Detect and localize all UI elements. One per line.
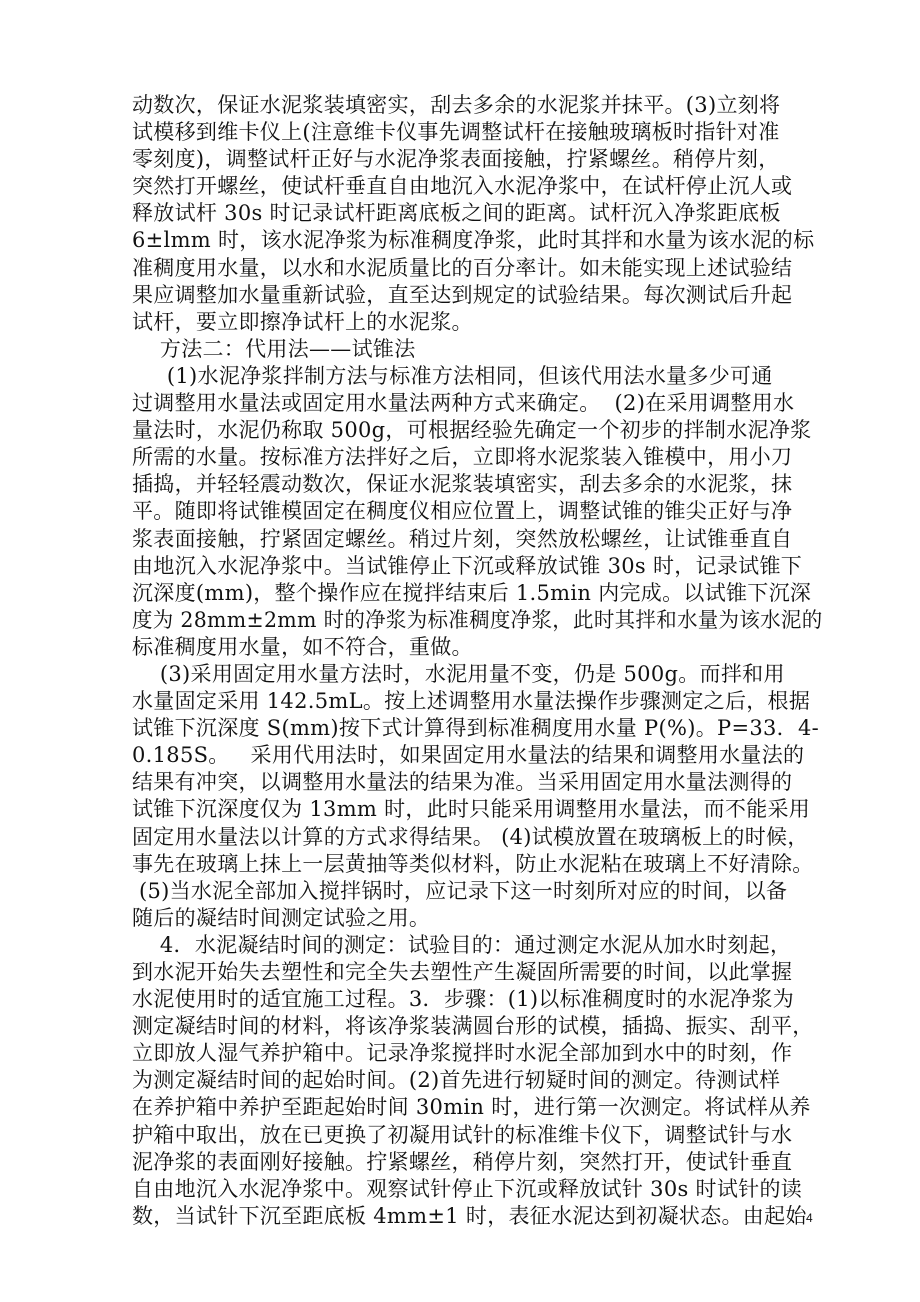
text-line: 浆表面接触，拧紧固定螺丝。稍过片刻，突然放松螺丝，让试锥垂直自 <box>132 526 793 551</box>
text-line: 释放试杆 30s 时记录试杆距离底板之间的距离。试杆沉入净浆距底板 <box>132 201 781 226</box>
text-line: 为测定凝结时间的起始时间。(2)首先进行轫疑时间的测定。待测试样 <box>132 1068 781 1093</box>
text-line: 结果有冲突，以调整用水量法的结果为准。当采用固定用水量法测得的 <box>132 770 793 795</box>
text-line: 水量固定采用 142.5mL。按上述调整用水量法操作步骤测定之后，根据 <box>132 689 811 714</box>
text-line: 在养护箱中养护至距起始时间 30min 时，进行第一次测定。将试样从养 <box>132 1095 811 1120</box>
text-line: 量法时，水泥仍称取 500g，可根据经验先确定一个初步的拌制水泥净浆 <box>132 418 812 443</box>
text-line: 过调整用水量法或固定用水量法两种方式来确定。 (2)在采用调整用水 <box>132 391 795 416</box>
text-line: 泥净浆的表面刚好接触。拧紧螺丝，稍停片刻，突然打开，使试针垂直 <box>132 1149 793 1174</box>
text-line: 护箱中取出，放在已更换了初凝用试针的标准维卡仪下，调整试针与水 <box>132 1122 793 1147</box>
text-line: 零刻度)，调整试杆正好与水泥净浆表面接触，拧紧螺丝。稍停片刻， <box>132 147 780 172</box>
text-line: 动数次，保证水泥浆装填密实，刮去多余的水泥浆并抹平。(3)立刻将 <box>132 93 781 117</box>
text-line: 标准稠度用水量，如不符合，重做。 <box>132 634 473 659</box>
text-line: 测定凝结时间的材料，将该净浆装满圆台形的试模，插捣、振实、刮平， <box>132 1014 814 1039</box>
text-line: 方法二：代用法——试锥法 <box>132 336 416 361</box>
text-line: (1)水泥净浆拌制方法与标准方法相同，但该代用法水量多少可通 <box>132 363 773 388</box>
text-line: 试锥下沉深度仅为 13mm 时，此时只能采用调整用水量法，而不能采用 <box>132 797 811 822</box>
page-number: 4 <box>806 1211 813 1225</box>
text-line: 0.185S。 采用代用法时，如果固定用水量法的结果和调整用水量法的 <box>132 743 805 768</box>
text-line: 6±lmm 时，该水泥净浆为标准稠度净浆，此时其拌和水量为该水泥的标 <box>132 228 815 253</box>
text-line: 果应调整加水量重新试验，直至达到规定的试验结果。每次测试后升起 <box>132 282 793 307</box>
text-line: 立即放人湿气养护箱中。记录净浆搅拌时水泥全部加到水中的时刻，作 <box>132 1041 793 1066</box>
text-line: (5)当水泥全部加入搅拌锅时，应记录下这一时刻所对应的时间，以备 <box>132 878 788 903</box>
text-line: 突然打开螺丝，使试杆垂直自由地沉入水泥净浆中，在试杆停止沉人或 <box>132 174 793 199</box>
text-line: 数，当试针下沉至距底板 4mm±1 时，表征水泥达到初凝状态。由起始 <box>132 1203 807 1228</box>
body-text <box>132 92 822 1230</box>
text-line: 水泥使用时的适宜施工过程。3．步骤：(1)以标准稠度时的水泥净浆为 <box>132 987 795 1012</box>
text-line: (3)采用固定用水量方法时，水泥用量不变，仍是 500g。而拌和用 <box>132 661 785 686</box>
text-line: 由地沉入水泥净浆中。当试锥停止下沉或释放试锥 30s 时，记录试锥下 <box>132 553 803 578</box>
text-line: 随后的凝结时间测定试验之用。 <box>132 905 431 930</box>
text-line: 试模移到维卡仪上(注意维卡仪事先调整试杆在接触玻璃板时指针对准 <box>132 120 780 145</box>
text-line: 所需的水量。按标准方法拌好之后，立即将水泥浆装入锥模中，用小刀 <box>132 445 793 470</box>
text-line: 试锥下沉深度 S(mm)按下式计算得到标准稠度用水量 P(%)。P=33．4- <box>132 716 820 741</box>
text-line: 固定用水量法以计算的方式求得结果。 (4)试模放置在玻璃板上的时候， <box>132 824 809 849</box>
text-line: 沉深度(mm)，整个操作应在搅拌结束后 1.5min 内完成。以试锥下沉深 <box>132 580 812 605</box>
text-line: 事先在玻璃上抹上一层黄抽等类似材料，防止水泥粘在玻璃上不好清除。 <box>132 851 814 876</box>
text-line: 自由地沉入水泥净浆中。观察试针停止下沉或释放试针 30s 时试针的读 <box>132 1176 803 1201</box>
text-line: 试杆，要立即擦净试杆上的水泥浆。 <box>132 309 473 334</box>
text-line: 到水泥开始失去塑性和完全失去塑性产生凝固所需要的时间，以此掌握 <box>132 960 793 984</box>
text-line: 插捣，并轻轻震动数次，保证水泥浆装填密实，刮去多余的水泥浆，抹 <box>132 472 793 497</box>
text-line: 4．水泥凝结时间的测定：试验目的：通过测定水泥从加水时刻起， <box>132 932 792 957</box>
text-line: 准稠度用水量，以水和水泥质量比的百分率计。如未能实现上述试验结 <box>132 255 793 280</box>
text-line: 度为 28mm±2mm 时的净浆为标准稠度净浆，此时其拌和水量为该水泥的 <box>132 607 823 632</box>
text-line: 平。随即将试锥模固定在稠度仪相应位置上，调整试锥的锥尖正好与净 <box>132 499 793 524</box>
